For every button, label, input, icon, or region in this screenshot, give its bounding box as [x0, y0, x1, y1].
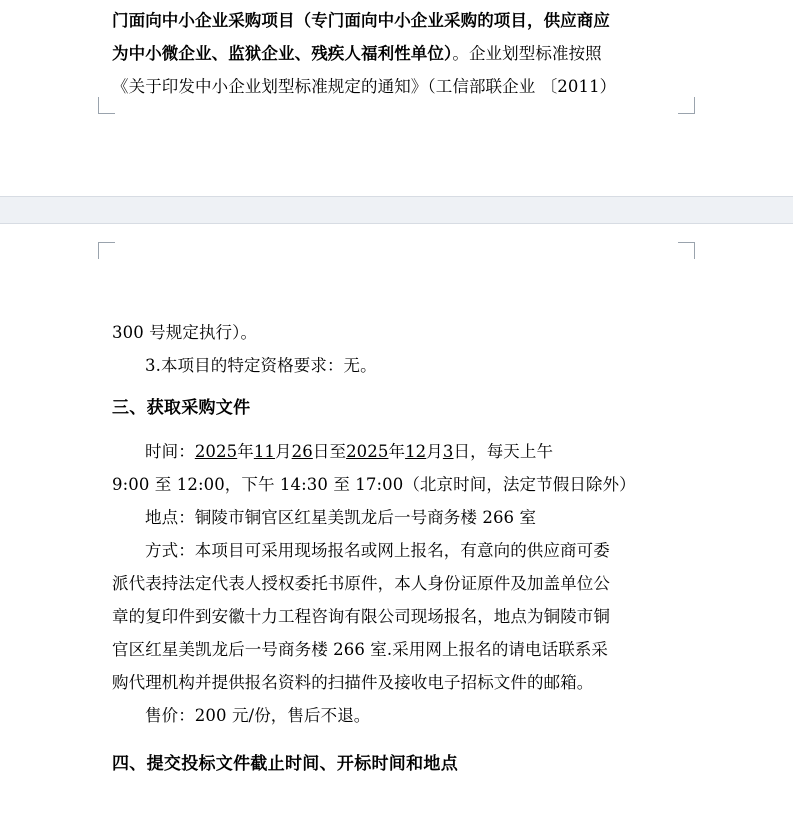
time-start-day: 26: [291, 442, 313, 461]
paragraph-price: 售价：200 元/份，售后不退。: [145, 706, 371, 725]
time-day-unit-1: 日: [312, 442, 330, 461]
time-start-year: 2025: [194, 442, 238, 461]
crop-mark-top-left-icon: [98, 242, 115, 259]
paragraph-smes-line1: [112, 4, 681, 37]
document-page-bottom: [0, 224, 793, 831]
paragraph-place: 地点：铜陵市铜官区红星美凯龙后一号商务楼 266 室: [145, 508, 537, 527]
paragraph-continuation: 300 号规定执行）。: [112, 323, 258, 342]
smes-standard-text: 。企业划型标准按照: [452, 44, 602, 63]
page-break-gap: [0, 196, 793, 224]
time-end-month: 12: [405, 442, 427, 461]
paragraph-method-line-4: 官区红星美凯龙后一号商务楼 266 室.采用网上报名的请电话联系采: [112, 640, 609, 659]
time-to-separator: 至: [329, 442, 347, 461]
paragraph-method-line-3: 章的复印件到安徽十力工程咨询有限公司现场报名，地点为铜陵市铜: [112, 607, 610, 626]
time-end-year: 2025: [346, 442, 389, 461]
heading-section-three: 三、获取采购文件: [112, 398, 251, 418]
spacer-before-section-three: [112, 382, 681, 392]
time-daily-suffix: ，每天上午: [470, 442, 554, 461]
time-month-unit-1: 月: [275, 442, 292, 461]
time-label: 时间：: [145, 442, 195, 461]
spacer-before-section-four: [112, 732, 681, 748]
paragraph-time: [112, 435, 681, 468]
time-day-unit-2: 日: [453, 442, 471, 461]
heading-section-four: 四、提交投标文件截止时间、开标时间和地点: [112, 754, 458, 774]
time-month-unit-2: 月: [426, 442, 443, 461]
paragraph-time-second-line: 9:00 至 12:00，下午 14:30 至 17:00（北京时间，法定节假日除外）: [112, 475, 636, 494]
time-year-unit-2: 年: [388, 442, 406, 461]
paragraph-method-line-2: 派代表持法定代表人授权委托书原件，本人身份证原件及加盖单位公: [112, 574, 610, 593]
paragraph-method-line-1: 方式：本项目可采用现场报名或网上报名，有意向的供应商可委: [145, 541, 610, 560]
smes-clause-text-line1: 门面向中小企业采购项目（专门面向中小企业采购的项目，供应商应: [112, 11, 610, 30]
time-end-day: 3: [442, 442, 454, 461]
paragraph-smes-line2: [112, 37, 681, 70]
paragraph-smes-line3: [112, 70, 681, 103]
document-page-top: [0, 0, 793, 196]
smes-notice-reference: 《关于印发中小企业划型标准规定的通知》（工信部联企业 〔2011）: [112, 77, 617, 96]
paragraph-method-line-5: 购代理机构并提供报名资料的扫描件及接收电子招标文件的邮箱。: [112, 673, 594, 692]
time-start-month: 11: [253, 442, 276, 461]
time-year-unit-1: 年: [237, 442, 254, 461]
spacer-after-section-three: [112, 425, 681, 435]
smes-clause-text-line2: 为中小微企业、监狱企业、残疾人福利性单位）: [112, 44, 453, 63]
paragraph-qualification-item: 3.本项目的特定资格要求：无。: [145, 356, 377, 375]
crop-mark-top-right-icon: [678, 242, 695, 259]
